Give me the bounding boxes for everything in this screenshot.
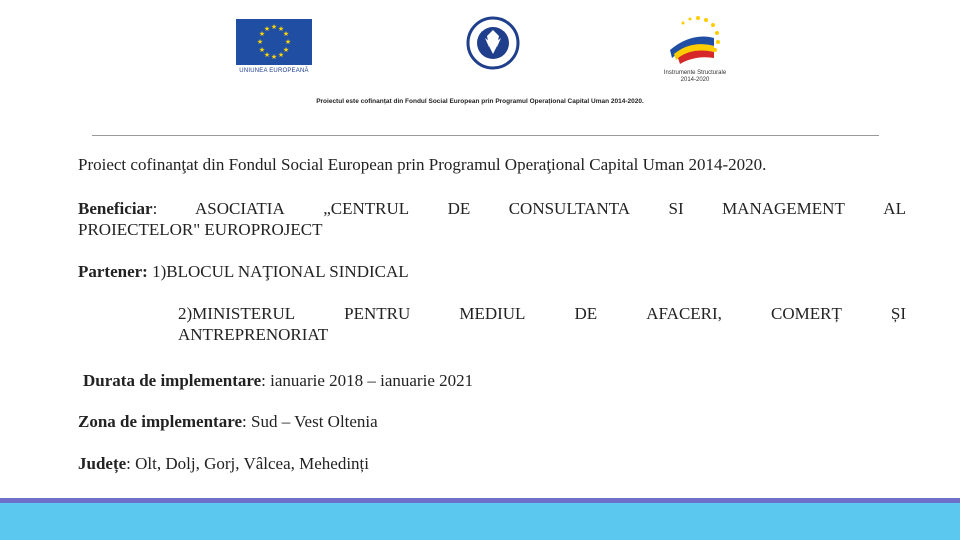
judete-label: Județe bbox=[78, 454, 127, 473]
judete-value: : Olt, Dolj, Gorj, Vâlcea, Mehedinți bbox=[126, 454, 370, 473]
durata-value: : ianuarie 2018 – ianuarie 2021 bbox=[261, 371, 474, 390]
svg-text:★: ★ bbox=[270, 23, 278, 31]
judete-line bbox=[78, 454, 369, 474]
partener-word: PENTRU bbox=[344, 304, 411, 323]
svg-text:★: ★ bbox=[277, 25, 285, 33]
beneficiar-line-1 bbox=[195, 199, 906, 219]
partener-line-3: ANTREPRENORIAT bbox=[178, 325, 329, 344]
svg-text:★: ★ bbox=[277, 51, 285, 59]
project-intro-text: Proiect cofinanţat din Fondul Social European prin Programul Operaţional Capital Uman 2014-2020. bbox=[78, 155, 767, 174]
beneficiar-line-2: PROIECTELOR" EUROPROJECT bbox=[78, 220, 323, 239]
partener-word: ȘI bbox=[890, 304, 906, 323]
partener-line-1 bbox=[78, 262, 409, 282]
svg-text:★: ★ bbox=[256, 38, 264, 46]
header-divider bbox=[92, 135, 879, 136]
zona-label: Zona de implementare bbox=[78, 412, 243, 431]
svg-text:★: ★ bbox=[263, 51, 271, 59]
svg-text:★: ★ bbox=[284, 38, 292, 46]
instrumente-structurale-logo bbox=[664, 14, 724, 66]
beneficiar-word: ASOCIATIA bbox=[195, 199, 285, 218]
partener-word: 2)MINISTERUL bbox=[178, 304, 296, 323]
partener-word: DE bbox=[574, 304, 598, 323]
durata-label: Durata de implementare bbox=[83, 371, 262, 390]
beneficiar-word: AL bbox=[883, 199, 906, 218]
beneficiar-separator: : bbox=[152, 199, 158, 218]
is-caption-line-1: Instrumente Structurale bbox=[663, 70, 727, 76]
logos-header bbox=[0, 0, 960, 120]
beneficiar-word: MANAGEMENT bbox=[722, 199, 845, 218]
svg-text:★: ★ bbox=[258, 30, 266, 38]
durata-line bbox=[83, 371, 473, 391]
zona-value: : Sud – Vest Oltenia bbox=[242, 412, 378, 431]
beneficiar-label: Beneficiar bbox=[78, 199, 153, 218]
is-caption-line-2: 2014-2020 bbox=[680, 77, 710, 83]
svg-text:★: ★ bbox=[282, 46, 290, 54]
beneficiar-word: DE bbox=[447, 199, 471, 218]
partener-label: Partener: bbox=[78, 262, 148, 281]
beneficiar-word: SI bbox=[668, 199, 684, 218]
beneficiar-label-line bbox=[78, 199, 157, 219]
zona-line bbox=[78, 412, 378, 432]
eu-flag-logo bbox=[236, 19, 312, 65]
svg-text:★: ★ bbox=[282, 30, 290, 38]
svg-text:★: ★ bbox=[263, 25, 271, 33]
eu-logo-caption: UNIUNEA EUROPEANĂ bbox=[239, 68, 309, 74]
beneficiar-word: „CENTRUL bbox=[323, 199, 410, 218]
partener-1-text: 1)BLOCUL NAŢIONAL SINDICAL bbox=[147, 262, 409, 281]
partener-line-2 bbox=[178, 304, 906, 324]
svg-text:★: ★ bbox=[270, 53, 278, 61]
beneficiar-word: CONSULTANTA bbox=[508, 199, 631, 218]
footer-bar bbox=[0, 503, 960, 540]
svg-text:★: ★ bbox=[258, 46, 266, 54]
romanian-government-seal-logo bbox=[466, 16, 520, 70]
partener-word: MEDIUL bbox=[459, 304, 526, 323]
partener-word: COMERȚ bbox=[770, 304, 842, 323]
partener-word: AFACERI, bbox=[646, 304, 722, 323]
cofinancing-banner: Proiectul este cofinanțat din Fondul Social European prin Programul Operațional Capital Uman 2014-2020. bbox=[316, 98, 644, 105]
instrumente-structurale-caption bbox=[650, 70, 740, 84]
